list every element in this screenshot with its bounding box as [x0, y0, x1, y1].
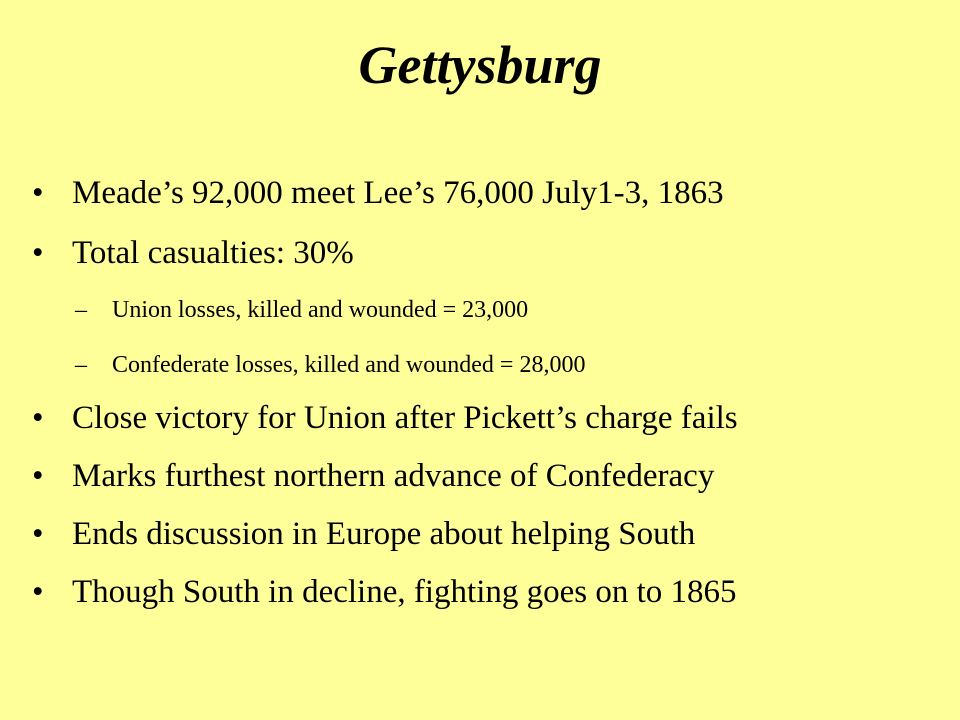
slide-title: Gettysburg — [358, 35, 602, 95]
bullet-text: Ends discussion in Europe about helping South — [72, 516, 696, 552]
bullet-item — [32, 515, 952, 553]
sub-bullet-text: Union losses, killed and wounded = 23,000 — [112, 297, 529, 323]
dash-marker: – — [75, 297, 87, 323]
bullet-marker: • — [32, 400, 44, 436]
bullet-text: Meade’s 92,000 meet Lee’s 76,000 July1-3, 1863 — [72, 175, 724, 211]
bullet-item — [32, 457, 952, 495]
bullet-text: Total casualties: 30% — [72, 235, 354, 271]
bullet-marker: • — [32, 235, 44, 271]
bullet-item — [32, 573, 952, 611]
bullet-marker: • — [32, 458, 44, 494]
sub-bullet-text: Confederate losses, killed and wounded = 28,000 — [112, 352, 586, 378]
bullet-item — [32, 399, 952, 437]
bullet-marker: • — [32, 175, 44, 211]
sub-bullet-item — [32, 296, 952, 324]
bullet-marker: • — [32, 574, 44, 610]
bullet-item — [32, 174, 952, 212]
dash-marker: – — [75, 352, 87, 378]
bullet-list — [32, 174, 952, 611]
bullet-item — [32, 234, 952, 272]
sub-bullet-item — [32, 351, 952, 379]
bullet-marker: • — [32, 516, 44, 552]
bullet-text: Though South in decline, fighting goes on to 1865 — [72, 574, 737, 610]
bullet-text: Marks furthest northern advance of Confederacy — [72, 458, 715, 494]
bullet-text: Close victory for Union after Pickett’s charge fails — [72, 400, 738, 436]
